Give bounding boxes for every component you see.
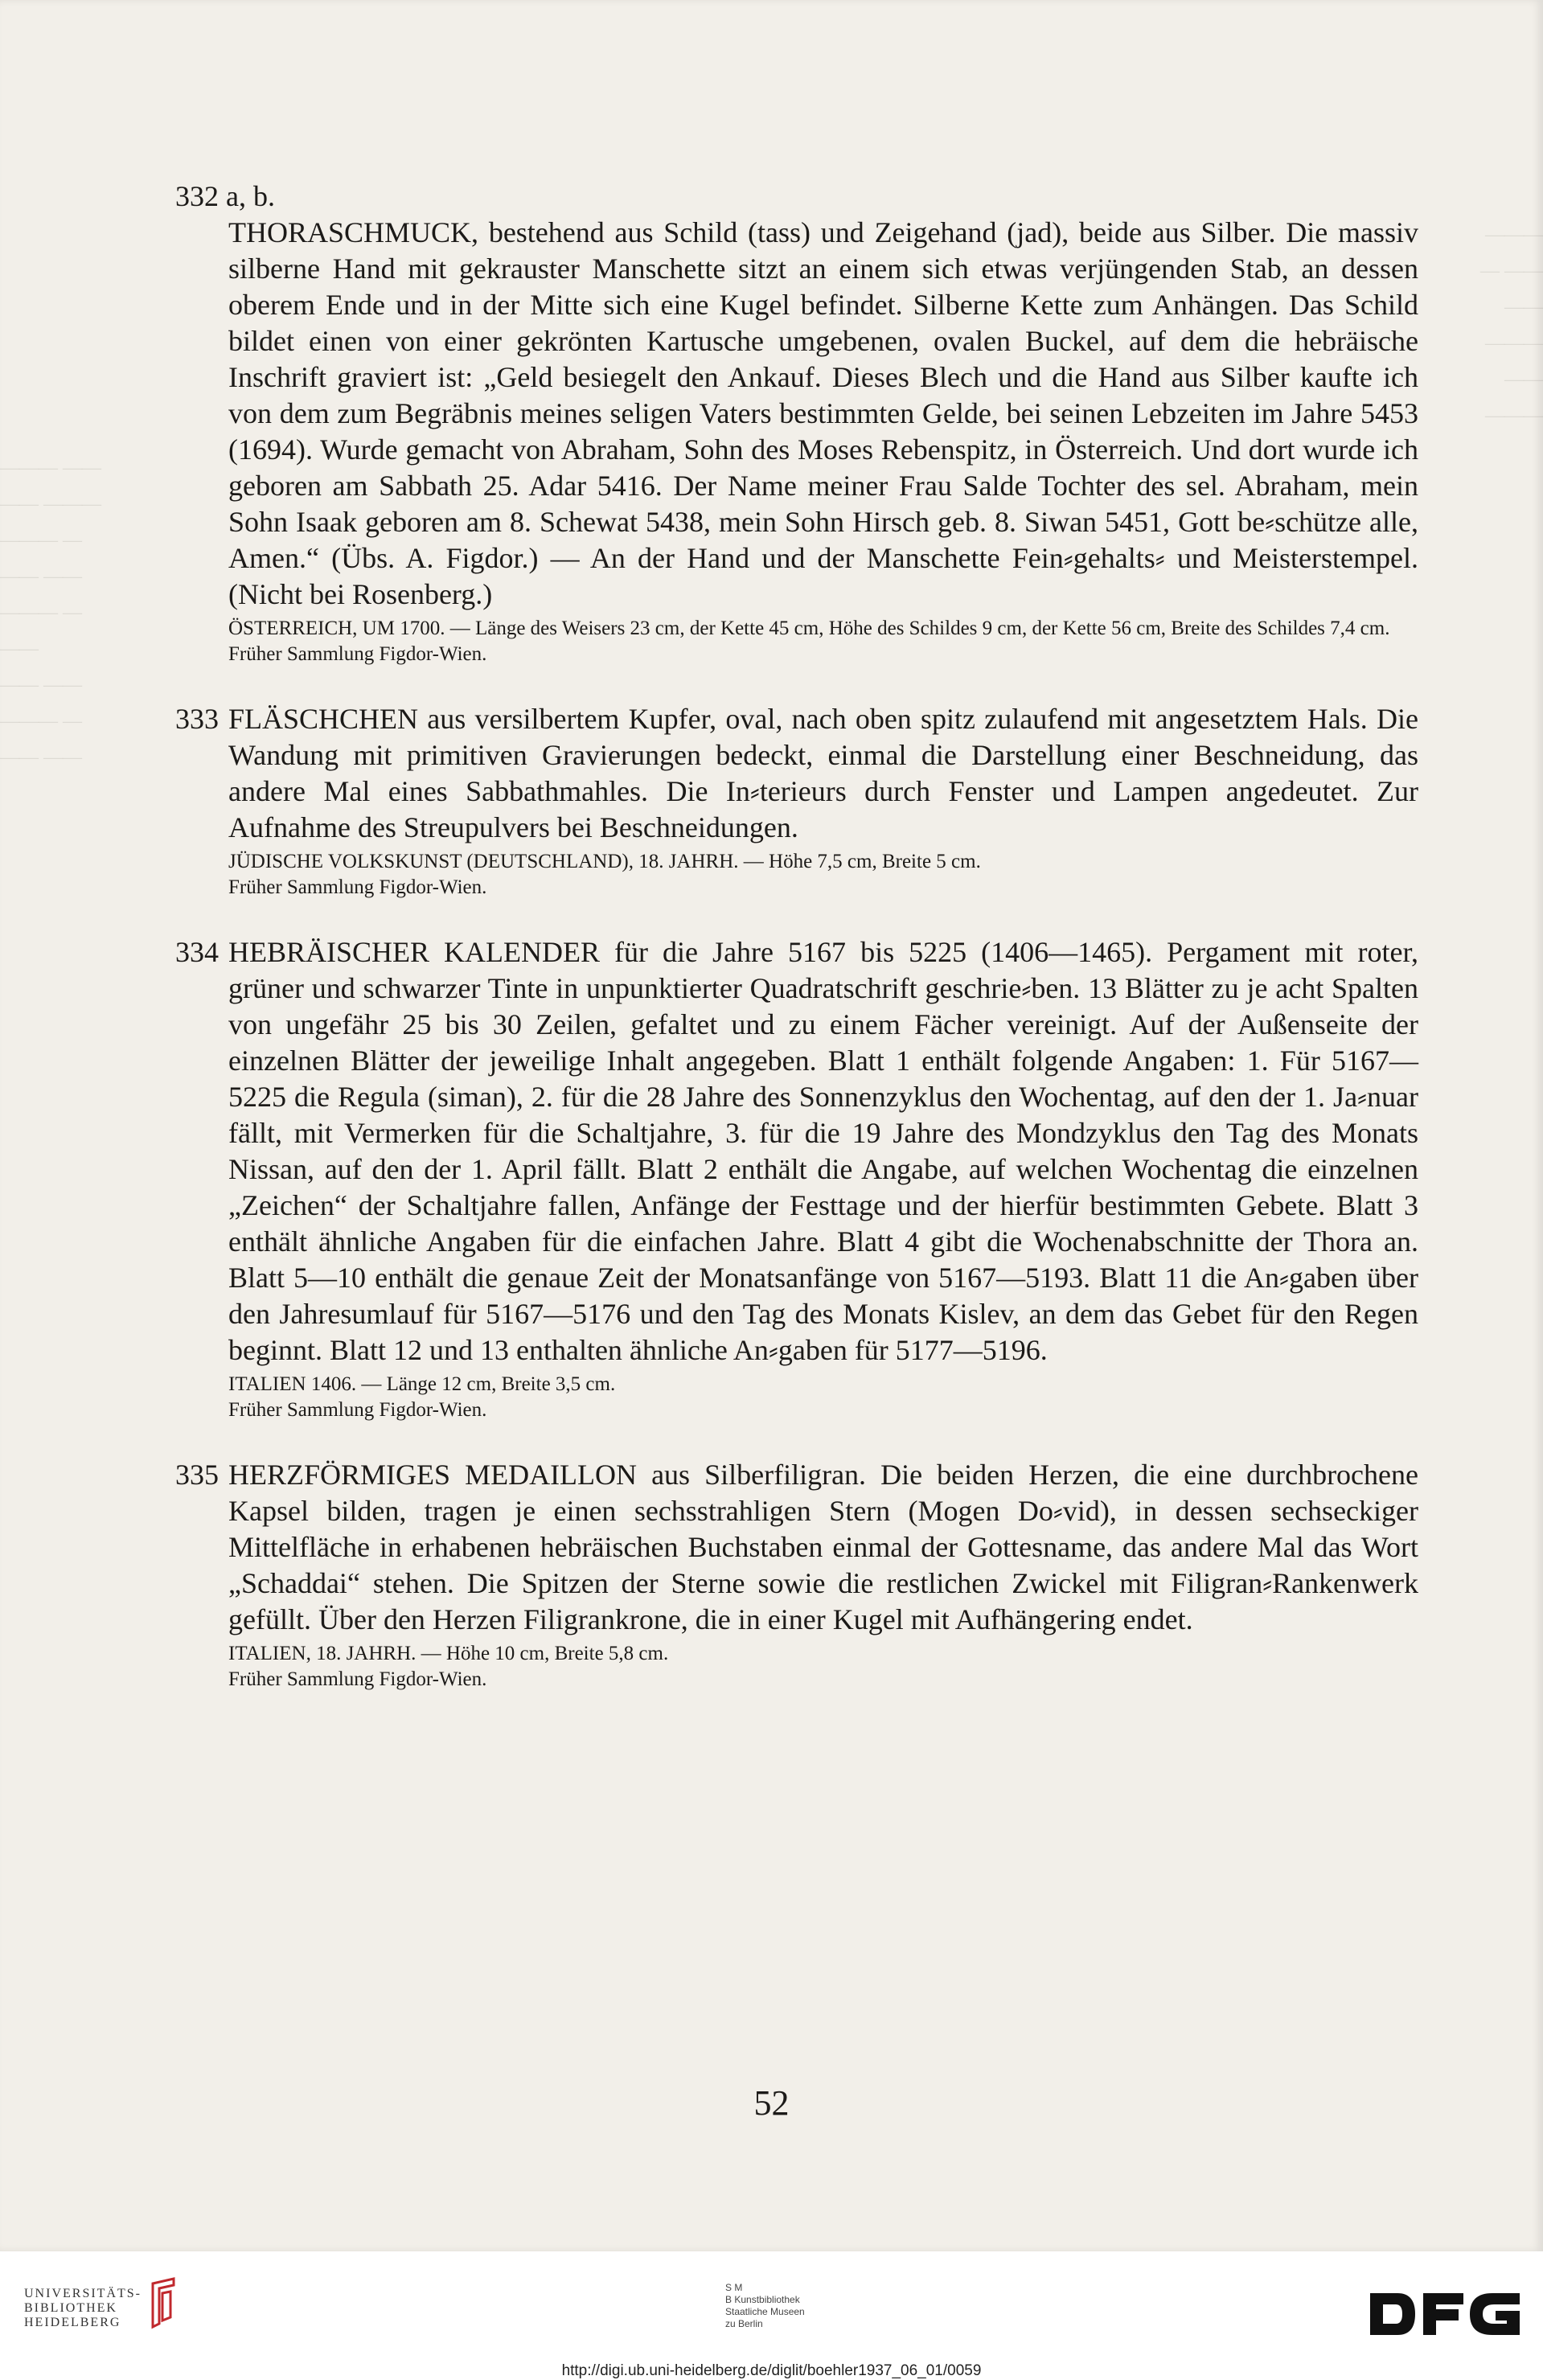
catalog-entries (175, 178, 1418, 1726)
entry-text: HERZFÖRMIGES MEDAILLON aus Silberfiligran. Die beiden Herzen, die eine durchbrochene Kapsel bilden, tragen je einen sechsstrahligen Stern (Mogen Do⸗vid), in dessen sechseckiger Mittelfläche in erhabenen hebräischen Buchstaben einmal der Gottesname, das andere Mal das Wort „Schaddai“ stehen. Die Spitzen der Sterne sowie die restlichen Zwickel mit Filigran⸗Rankenwerk gefüllt. Über den Herzen Filigrankrone, die in einer Kugel mit Aufhängering endet. (228, 1459, 1418, 1635)
dfg-logo-icon (1367, 2290, 1524, 2342)
catalog-entry-332 (175, 178, 1418, 667)
entry-text: HEBRÄISCHER KALENDER für die Jahre 5167 bis 5225 (1406—1465). Pergament mit roter, grüner und schwarzer Tinte in unpunktierter Quadratschrift geschrie⸗ben. 13 Blätter zu je acht Spalten von ungefähr 25 bis 30 Zeilen, gefaltet und zu einem Fächer vereinigt. Auf der Außenseite der einzelnen Blätter der jeweilige Inhalt angegeben. Blatt 1 enthält folgende Angaben: 1. Für 5167—5225 die Regula (siman), 2. für die 28 Jahre des Sonnenzyklus den Wochentag, auf den der 1. Ja⸗nuar fällt, mit Vermerken für die Schaltjahre, 3. für die 19 Jahre des Mondzyklus den Tag des Monats Nissan, auf den der 1. April fällt. Blatt 2 enthält die Angabe, auf welchen Wochentag die einzelnen „Zeichen“ der Schaltjahre fallen, Anfänge der Festtage und der hierfür bestimmten Gebete. Blatt 3 enthält ähnliche Angaben für die einfachen Jahre. Blatt 4 gibt die Wochenabschnitte der Thora an. Blatt 5—10 enthält die genaue Zeit der Monatsanfänge von 5167—5193. Blatt 11 die An⸗gaben über den Jahresumlauf für 5167—5176 und den Tag des Monats Kislev, an dem das Gebet für den Regen beginnt. Blatt 12 und 13 enthalten ähnliche An⸗gaben für 5177—5196. (228, 936, 1418, 1366)
show-through-left: ——— —— —— ——— ——— — —— —— ——— — —— —— —— ——— — —— —— (0, 458, 101, 768)
catalog-entry-335 (175, 1457, 1418, 1693)
entry-meta: ITALIEN, 18. JAHRH. — Höhe 10 cm, Breite 5,8 cm. (228, 1643, 669, 1664)
smb-line: Staatliche Museen (725, 2306, 805, 2317)
entry-text: FLÄSCHCHEN aus versilbertem Kupfer, oval, nach oben spitz zulaufend mit angesetztem Hals. Die Wandung mit primitiven Gravierungen bedeckt, einmal die Darstellung einer Beschneidung, das andere Mal eines Sabbathmahles. Die In⸗terieurs durch Fenster und Lampen angedeutet. Zur Aufnahme des Streupulvers bei Beschneidungen. (228, 703, 1418, 843)
entry-provenance: Früher Sammlung Figdor-Wien. (228, 643, 487, 665)
entry-text: THORASCHMUCK, bestehend aus Schild (tass) und Zeigehand (jad), beide aus Silber. Die massiv silberne Hand mit gekrauster Manschette sitzt an einem sich etwas verjüngenden Stab, an dessen oberem Ende und in der Mitte sich eine Kugel befindet. Silberne Kette zum Anhängen. Das Schild bildet einen von einer gekrönten Kartusche umgebenen, ovalen Buckel, auf dem die hebräische Inschrift graviert ist: „Geld besiegelt den Ankauf. Dieses Blech und die Hand aus Silber kaufte ich von dem zum Begräbnis meines seligen Vaters bestimmten Gelde, bei seinen Lebzeiten im Jahre 5453 (1694). Wurde gemacht von Abraham, Sohn des Moses Rebenspitz, in Österreich. Und dort wurde ich geboren am Sabbath 25. Adar 5416. Der Name meiner Frau Salde Tochter des sel. Abraham, mein Sohn Isaak geboren am 8. Schewat 5438, mein Sohn Hirsch geb. 8. Siwan 5451, Gott be⸗schütze alle, Amen.“ (Übs. A. Figdor.) — An der Hand und der Manschette Fein⸗gehalts⸗ und Meisterstempel. (Nicht bei Rosenberg.) (228, 216, 1418, 610)
university-library-label (24, 2287, 142, 2330)
heidelberg-logo-icon (142, 2275, 182, 2336)
entry-provenance: Früher Sammlung Figdor-Wien. (228, 1399, 487, 1421)
entry-provenance: Früher Sammlung Figdor-Wien. (228, 876, 487, 898)
entry-meta: ÖSTERREICH, UM 1700. — Länge des Weisers 23 cm, der Kette 45 cm, Höhe des Schildes 9 cm, der Kette 56 cm, Breite des Schildes 7,4 cm. (228, 618, 1390, 639)
entry-number: 334 (175, 936, 219, 968)
footer-bar (0, 2251, 1543, 2379)
entry-number: 333 (175, 703, 219, 735)
catalog-entry-333 (175, 701, 1418, 901)
source-url[interactable]: http://digi.ub.uni-heidelberg.de/diglit/boehler1937_06_01/0059 (561, 2362, 982, 2379)
smb-line: B Kunstbibliothek (725, 2294, 800, 2305)
show-through-right: ——— — —— —— ——— —— ——— (1480, 224, 1543, 426)
entry-description (175, 178, 1418, 613)
smb-kunstbibliothek-label (725, 2282, 805, 2330)
entry-provenance: Früher Sammlung Figdor-Wien. (228, 1668, 487, 1690)
university-line: HEIDELBERG (24, 2316, 121, 2329)
entry-meta: ITALIEN 1406. — Länge 12 cm, Breite 3,5 cm. (228, 1373, 616, 1395)
university-line: UNIVERSITÄTS- (24, 2287, 142, 2300)
entry-number: 332 a, b. (175, 180, 275, 212)
smb-line: zu Berlin (725, 2318, 763, 2329)
page-number: 52 (753, 2083, 790, 2123)
smb-line: S M (725, 2282, 743, 2293)
university-line: BIBLIOTHEK (24, 2301, 117, 2315)
catalog-entry-334 (175, 934, 1418, 1423)
entry-number: 335 (175, 1459, 219, 1491)
entry-meta: JÜDISCHE VOLKSKUNST (DEUTSCHLAND), 18. JAHRH. — Höhe 7,5 cm, Breite 5 cm. (228, 851, 981, 872)
